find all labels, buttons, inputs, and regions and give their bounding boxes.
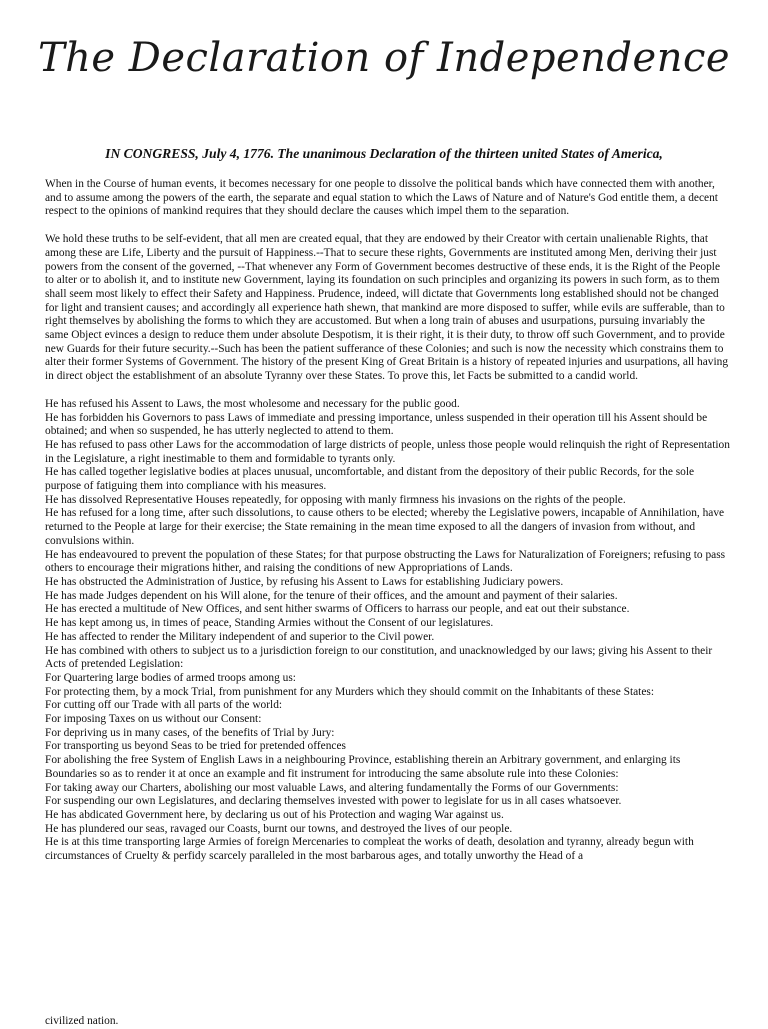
grievance-item: He has endeavoured to prevent the population of these States; for that purpose obstructing the Laws for Naturalization of Foreigners; refusing to pass others to encourage their migrations hither, and raising the conditions of new Appropriations of Lands.	[45, 548, 726, 575]
grievance-item: For abolishing the free System of English Laws in a neighbouring Province, establishing therein an Arbitrary government, and enlarging its Boundaries so as to render it at once an example and fit instrument for introducing the same absolute rule into these Colonies:	[45, 754, 681, 780]
paragraph: We hold these truths to be self-evident, that all men are created equal, that they are endowed by their Creator with certain unalienable Rights, that among these are Life, Liberty and the pursuit of Happiness.--That to secure these rights, Governments are instituted among Men, deriving their just powers from the consent of the governed, --That whenever any Form of Government becomes destructive of these ends, it is the Right of the People to alter or to abolish it, and to institute new Government, laying its foundation on such principles and organizing its powers in such form, as to them shall seem most likely to effect their Safety and Happiness. Prudence, indeed, will dictate that Governments long established should not be changed for light and transient causes; and accordingly all experience hath shewn, that mankind are more disposed to suffer, while evils are sufferable, than to right themselves by abolishing the forms to which they are accustomed. But when a long train of abuses and usurpations, pursuing invariably the same Object evinces a design to reduce them under absolute Despotism, it is their right, it is their duty, to throw off such Government, and to provide new Guards for their future security.--Such has been the patient sufferance of these Colonies; and such is now the necessity which constrains them to alter their former Systems of Government. The history of the present King of Great Britain is a history of repeated injuries and usurpations, all having in direct object the establishment of an absolute Tyranny over these States. To prove this, let Facts be submitted to a candid world.	[45, 233, 729, 383]
paragraph: When in the Course of human events, it becomes necessary for one people to dissolve the political bands which have connected them with another, and to assume among the powers of the earth, the separate and equal station to which the Laws of Nature and of Nature's God entitle them, a decent respect to the opinions of mankind requires that they should declare the causes which impel them to the separation.	[45, 178, 718, 218]
grievance-item: He has refused his Assent to Laws, the most wholesome and necessary for the public good.	[45, 397, 460, 410]
document-title: The Declaration of Independence	[37, 35, 731, 81]
grievance-item: He has dissolved Representative Houses repeatedly, for opposing with manly firmness his invasions on the rights of the people.	[45, 493, 626, 506]
grievance-item: For suspending our own Legislatures, and declaring themselves invested with power to legislate for us in all cases whatsoever.	[45, 795, 622, 808]
grievance-item: He has refused for a long time, after such dissolutions, to cause others to be elected; whereby the Legislative powers, incapable of Annihilation, have returned to the People at large for their exercise; the State remaining in the mean time exposed to all the dangers of invasion from without, and convulsions within.	[45, 507, 725, 547]
document-body	[45, 178, 731, 864]
grievance-item: For protecting them, by a mock Trial, from punishment for any Murders which they should commit on the Inhabitants of these States:	[45, 685, 654, 698]
page-continuation-text: civilized nation.	[45, 1015, 119, 1027]
grievance-item: He has combined with others to subject us to a jurisdiction foreign to our constitution, and unacknowledged by our laws; giving his Assent to their Acts of pretended Legislation:	[45, 644, 713, 671]
grievance-item: He has abdicated Government here, by declaring us out of his Protection and waging War against us.	[45, 808, 504, 821]
grievance-item: He has made Judges dependent on his Will alone, for the tenure of their offices, and the amount and payment of their salaries.	[45, 589, 618, 602]
grievance-item: For cutting off our Trade with all parts of the world:	[45, 699, 283, 712]
grievance-list	[45, 398, 731, 864]
grievance-item: He is at this time transporting large Armies of foreign Mercenaries to compleat the works of death, desolation and tyranny, already begun with circumstances of Cruelty & perfidy scarcely paralleled in the most barbarous ages, and totally unworthy the Head of a	[45, 836, 694, 863]
grievance-item: For depriving us in many cases, of the benefits of Trial by Jury:	[45, 726, 335, 739]
grievance-item: For taking away our Charters, abolishing our most valuable Laws, and altering fundamentally the Forms of our Governments:	[45, 781, 619, 794]
grievance-item: He has plundered our seas, ravaged our Coasts, burnt our towns, and destroyed the lives of our people.	[45, 822, 513, 835]
grievance-item: He has called together legislative bodies at places unusual, uncomfortable, and distant from the depository of their public Records, for the sole purpose of fatiguing them into compliance with his measures.	[45, 466, 695, 493]
grievance-item: He has kept among us, in times of peace, Standing Armies without the Consent of our legislatures.	[45, 617, 494, 630]
grievance-item: He has refused to pass other Laws for the accommodation of large districts of people, unless those people would relinquish the right of Representation in the Legislature, a right inestimable to them and formidable to tyrants only.	[45, 438, 730, 465]
grievance-item: For Quartering large bodies of armed troops among us:	[45, 671, 296, 684]
grievance-item: He has obstructed the Administration of Justice, by refusing his Assent to Laws for establishing Judiciary powers.	[45, 575, 564, 588]
grievance-item: He has erected a multitude of New Offices, and sent hither swarms of Officers to harrass our people, and eat out their substance.	[45, 603, 630, 616]
grievance-item: He has affected to render the Military independent of and superior to the Civil power.	[45, 630, 435, 643]
grievance-item: For imposing Taxes on us without our Consent:	[45, 713, 262, 726]
grievance-item: He has forbidden his Governors to pass Laws of immediate and pressing importance, unless suspended in their operation till his Assent should be obtained; and when so suspended, he has utterly neglected to attend to them.	[45, 411, 708, 438]
document-subtitle: IN CONGRESS, July 4, 1776. The unanimous Declaration of the thirteen united States of America,	[105, 146, 663, 161]
grievance-item: For transporting us beyond Seas to be tried for pretended offences	[45, 740, 346, 753]
